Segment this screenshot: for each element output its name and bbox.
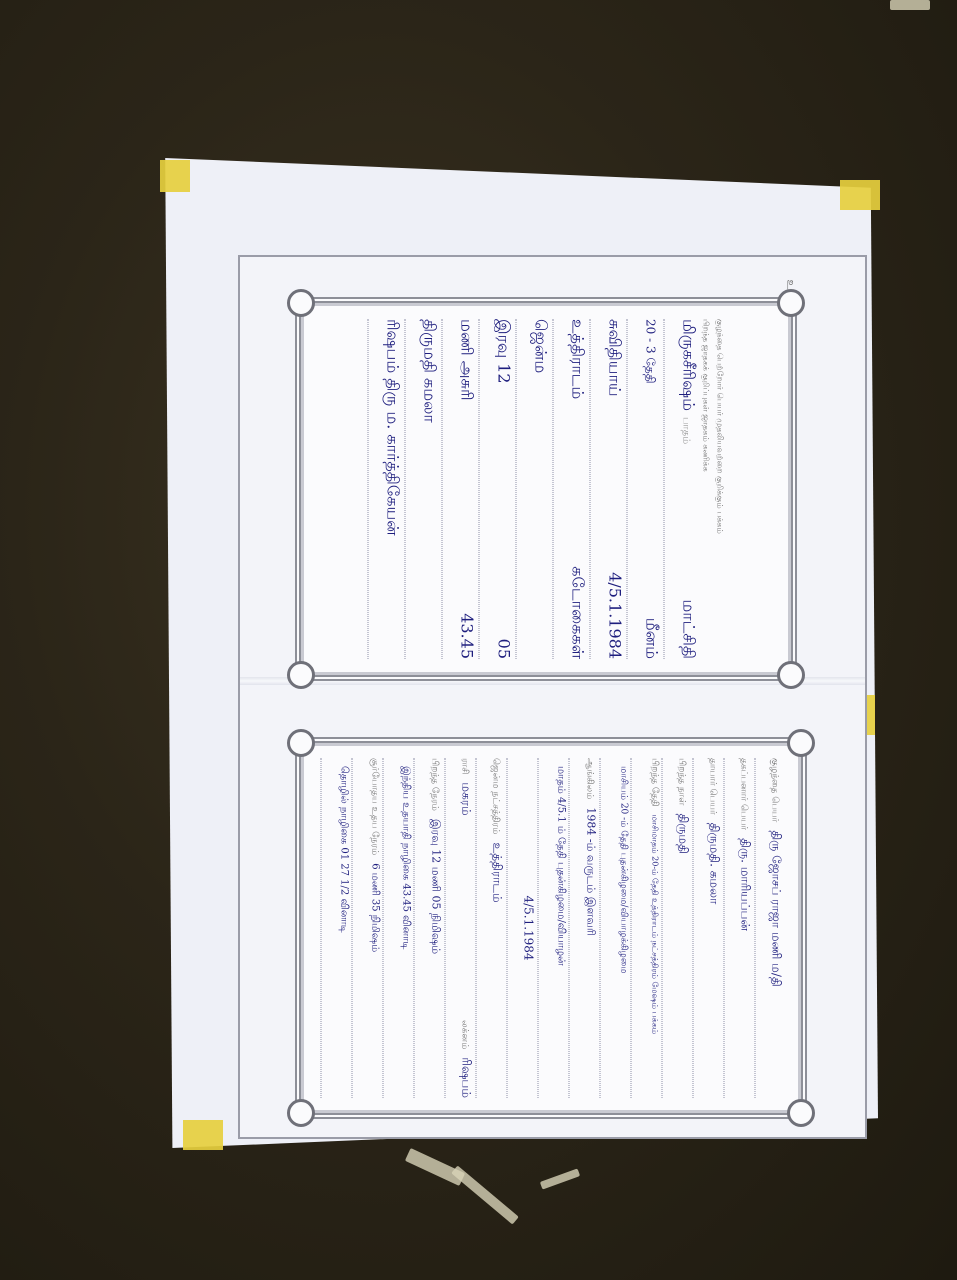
tape-top-right: [840, 180, 880, 210]
right-page-content: [319, 758, 784, 1098]
frame-corner-ornament: [777, 289, 805, 317]
right-row: பிறந்த நேரம் இரவு 12 மணி 05 நிமிஷம்: [414, 758, 443, 1098]
right-row: பிறந்த தேதி மாசிமாதம் 20-ம் தேதி உத்திராடம் நட்சத்திரம் மேஷம் பக்கம்: [631, 758, 660, 1098]
floor-speck: [540, 1168, 580, 1189]
right-row: பிறந்த நாள் திருமதி: [662, 758, 691, 1098]
right-row: தாயார் பெயர் திருமதி. கமலா: [693, 758, 722, 1098]
frame-corner-ornament: [787, 729, 815, 757]
frame-corner-ornament: [287, 729, 315, 757]
right-row: தொழில் நாழிகை 01 27 1/2 வினாடி: [321, 758, 350, 1098]
left-page-frame: [295, 297, 797, 681]
right-row-date: 4/5.1.1984: [507, 758, 536, 1098]
right-row: தகப்பனார் பெயர் திரு. மாரியப்பன்: [724, 758, 753, 1098]
horoscope-booklet: [238, 255, 867, 1139]
left-row: ரிஷபம் திரு ம. கார்த்திகேயன்: [368, 319, 403, 659]
floor-speck: [890, 0, 930, 10]
right-row: மாசியம் 20 -ம் தேதி புதன்கிழமை/வியாழக்கிழமை: [600, 758, 629, 1098]
left-row: உத்திராடம் கடோகைகள்: [553, 319, 588, 659]
left-page-content: [366, 319, 727, 659]
right-row: ஜென்ம நட்சத்திரம் உத்திராடம்: [476, 758, 505, 1098]
frame-corner-ornament: [287, 289, 315, 317]
tape-top-left: [160, 160, 190, 192]
right-row: குழந்தை பெயர் திரு ஜோசப் ராஜா மணி ம/தி: [755, 758, 784, 1098]
left-row: மிருகசீரிஷம் பாதம் மாட்சிதி: [664, 319, 699, 659]
page-number-top: உ: [784, 279, 798, 290]
frame-corner-ornament: [287, 1099, 315, 1127]
frame-corner-ornament: [787, 1099, 815, 1127]
right-row: சூர்யோதய உதய நேரம் 6 மணி 35 நிமிஷம்: [352, 758, 381, 1098]
right-row: ஆங்கிலம் 1984 -ம் வருடம் இளவரி: [569, 758, 598, 1098]
left-row: சுவிதியாய் 4/5.1.1984: [590, 319, 625, 659]
right-row: ராசி மகரம் லக்னம் ரிஷபம்: [445, 758, 474, 1098]
right-page-frame: [295, 737, 807, 1119]
frame-corner-ornament: [287, 661, 315, 689]
floor-speck: [451, 1165, 519, 1224]
tape-bottom-left: [183, 1120, 223, 1150]
right-row: இந்திய உதயாதி நாழிகை 43.45 வினாடி: [383, 758, 412, 1098]
left-row: ஜென்ம: [516, 319, 551, 659]
right-row: மாதம் 4/5.1 ம் தேதி புதன்கிழமை/வியாழன்: [538, 758, 567, 1098]
left-row: இரவு 12 05: [479, 319, 514, 659]
left-page-header: குழந்தை பெற்றோர் பெயர் முதலியவற்றை குறிக்கும் பக்கம் பிறந்த ஜாதகக் குறிப்புகள் ஜாதகம் கணிக்க: [701, 319, 725, 534]
left-row: மணி அசுரி 43.45: [442, 319, 477, 659]
left-row: திருமதி கமலா: [405, 319, 440, 659]
left-row: 20 - 3 தேதி மீனம்: [627, 319, 662, 659]
frame-corner-ornament: [777, 661, 805, 689]
